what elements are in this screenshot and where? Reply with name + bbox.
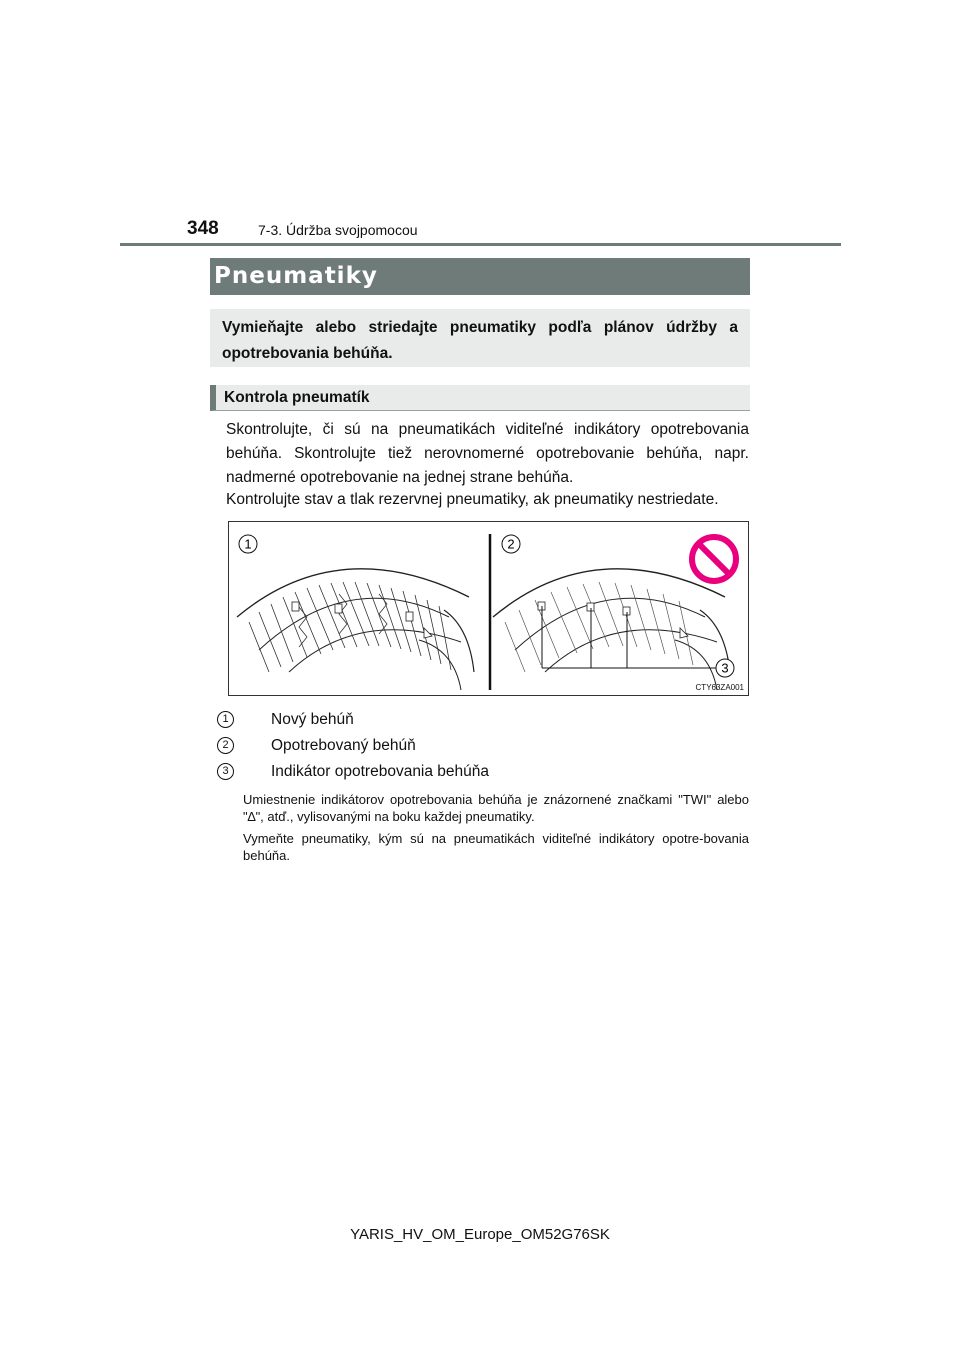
legend-text: Nový behúň <box>271 711 354 728</box>
page-number: 348 <box>187 218 219 239</box>
subsection-heading: Kontrola pneumatík <box>210 385 750 411</box>
legend-number: 2 <box>217 737 234 754</box>
callout-1: 1 <box>244 536 252 552</box>
legend-number: 3 <box>217 763 234 780</box>
figure-code: CTY63ZA001 <box>695 683 744 692</box>
new-tire-tread-illustration <box>237 569 474 690</box>
section-reference: 7-3. Údržba svojpomocou <box>258 222 418 238</box>
callout-2: 2 <box>507 536 515 552</box>
callout-3: 3 <box>721 660 729 676</box>
worn-tire-tread-illustration <box>493 569 730 690</box>
intro-box: Vymieňajte alebo striedajte pneumatiky podľa plánov údržby a opotrebovania behúňa. <box>210 309 750 367</box>
note-2: Vymeňte pneumatiky, kým sú na pneumatikách viditeľné indikátory opotre-bovania behúňa. <box>243 831 749 863</box>
tire-illustration <box>229 522 748 695</box>
page-title: Pneumatiky <box>210 258 750 295</box>
body-paragraph-2: Kontrolujte stav a tlak rezervnej pneumatiky, ak pneumatiky nestriedate. <box>226 491 719 508</box>
header-rule <box>120 243 841 246</box>
footer-doc-id: YARIS_HV_OM_Europe_OM52G76SK <box>350 1226 610 1243</box>
tire-wear-figure <box>228 521 749 696</box>
legend-text: Opotrebovaný behúň <box>271 737 416 754</box>
body-paragraph-1: Skontrolujte, či sú na pneumatikách viditeľné indikátory opotrebovania behúňa. Skontrolujte tiež nerovnomerné opotrebovanie behúňa, napr. nadmerné opotrebovanie na jednej strane behúňa. <box>226 421 749 486</box>
note-1: Umiestnenie indikátorov opotrebovania behúňa je znázornené značkami "TWI" alebo "∆", atď., vylisovanými na boku každej pneumatiky. <box>243 792 749 824</box>
prohibition-icon <box>692 537 736 581</box>
legend-text: Indikátor opotrebovania behúňa <box>271 763 490 780</box>
legend-number: 1 <box>217 711 234 728</box>
